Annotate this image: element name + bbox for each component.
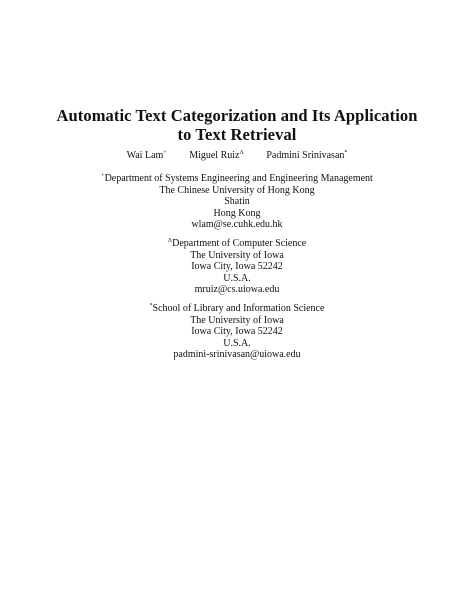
author-mark: Λ	[239, 150, 244, 156]
affiliation-cuhk	[0, 173, 474, 231]
author-list	[0, 150, 474, 162]
affiliation-line: The University of Iowa	[190, 249, 284, 261]
affiliation-email: padmini-srinivasan@uiowa.edu	[173, 349, 301, 360]
affiliation-line: Iowa City, Iowa 52242	[191, 326, 283, 337]
affiliation-line: The University of Iowa	[190, 314, 284, 326]
author-name: Miguel Ruiz	[189, 150, 240, 161]
affiliation-mark: *	[149, 303, 153, 309]
author-mark: +	[163, 150, 167, 156]
affiliation-line: +Department of Systems Engineering and Engineering Management	[101, 173, 373, 184]
affiliation-iowa-library	[0, 303, 474, 361]
affiliation-email: wlam@se.cuhk.edu.hk	[191, 219, 283, 230]
affiliation-mark: Λ	[167, 238, 173, 244]
author-mark: *	[344, 150, 348, 156]
author-wai-lam	[127, 150, 167, 162]
affiliation-line: Hong Kong	[213, 207, 261, 219]
affiliation-iowa-cs	[0, 238, 474, 296]
paper-title	[0, 106, 474, 144]
affiliation-email: mruiz@cs.uiowa.edu	[194, 284, 280, 295]
author-name: Wai Lam	[126, 150, 164, 161]
title-line-2: to Text Retrieval	[177, 125, 297, 144]
author-padmini-srinivasan	[266, 150, 347, 162]
affiliation-mark: +	[101, 173, 105, 179]
title-line-1: Automatic Text Categorization and Its Application	[56, 106, 418, 125]
affiliation-line: Iowa City, Iowa 52242	[191, 261, 283, 272]
affiliation-line: U.S.A.	[223, 272, 251, 284]
affiliation-line: U.S.A.	[223, 337, 251, 349]
affiliation-line: *School of Library and Information Science	[149, 303, 325, 314]
author-name: Padmini Srinivasan	[266, 150, 345, 161]
affiliation-line: Shatin	[224, 196, 250, 207]
affiliation-line: $^\Lambda$Department of Computer Science	[167, 238, 307, 249]
author-miguel-ruiz	[189, 150, 244, 162]
affiliation-line: The Chinese University of Hong Kong	[159, 184, 315, 196]
